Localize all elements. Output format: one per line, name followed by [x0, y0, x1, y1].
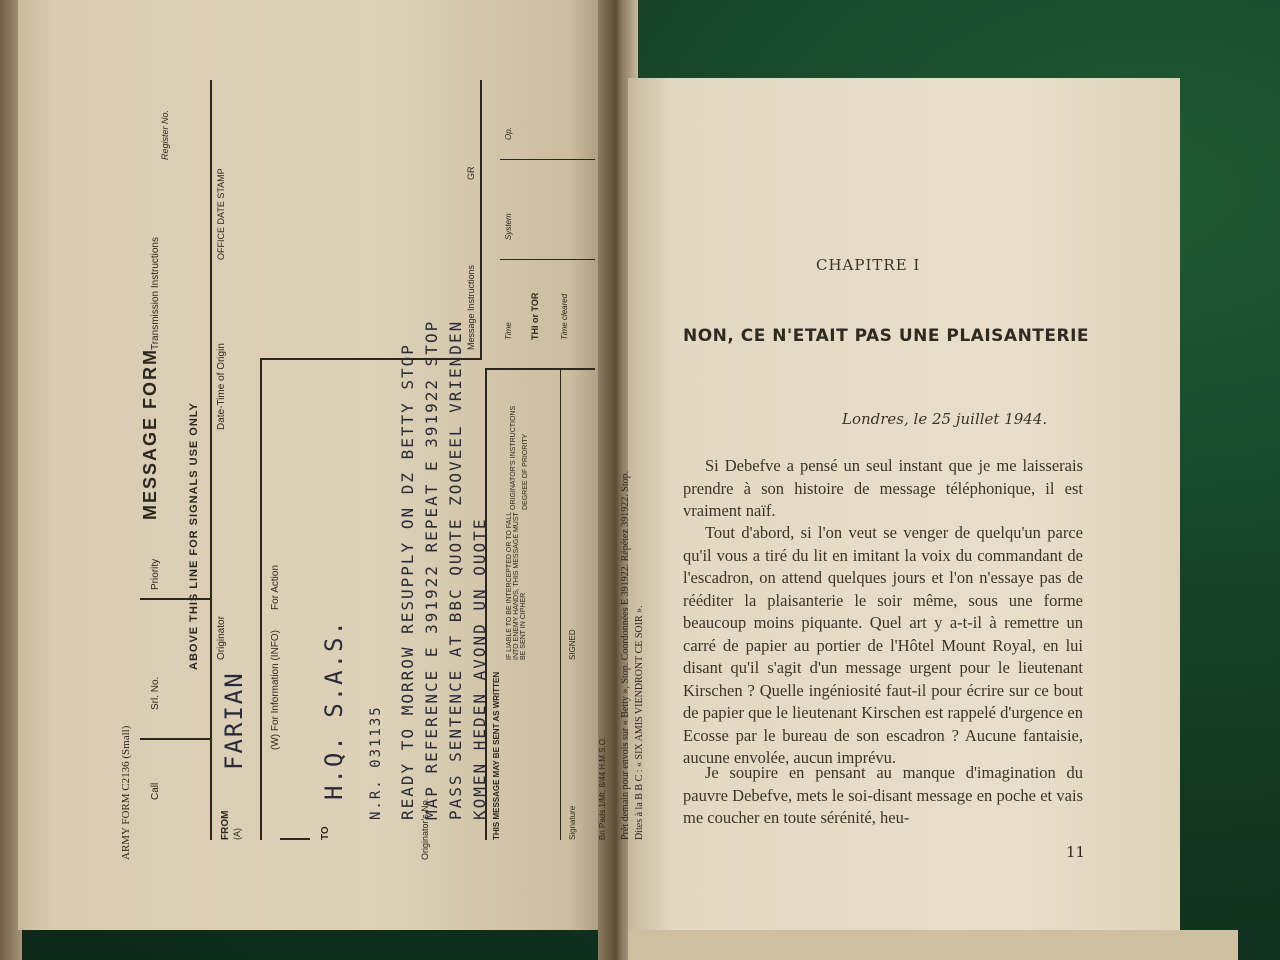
- date-time-label: Date-Time of Origin: [216, 343, 227, 430]
- to-label: TO: [320, 826, 331, 840]
- w-info-label: (W) For Information (INFO): [270, 629, 281, 750]
- paragraph-3: Je soupire en pensant au manque d'imagination du pauvre Debefve, mets le soi-disant message en poche et vais me coucher en toute sérénité, heu-: [683, 763, 1083, 827]
- page-number: 11: [1066, 843, 1086, 861]
- transmission-label: Transmission Instructions: [150, 237, 161, 350]
- degree-priority-label: DEGREE OF PRIORITY: [522, 433, 529, 510]
- time-label: Time: [504, 322, 513, 340]
- footer-sent-as-written: THIS MESSAGE MAY BE SENT AS WRITTEN: [492, 671, 501, 840]
- footer-cipher-note: IF LIABLE TO BE INTERCEPTED OR TO FALL INTO ENEMY HANDS, THIS MESSAGE MUST BE SENT IN CIPHER: [506, 512, 527, 660]
- form-rule: [560, 370, 561, 840]
- paragraph-2: Tout d'abord, si l'on veut se venger de quelqu'un parce qu'il vous a tiré du lit en imitant la voix du commandant de l'escadron, on attend quelques jours et l'on n'essaye pas de rééditer la plaisanterie le soir même, sous une forme beaucoup moins piquante. Quel art y a-t-il à remettre un carré de papier au portier de l'Hôtel Mount Royal, en lui disant qu'il s'agit d'un message urgent pour le lieutenant Kirschen ? Quelle ingéniosité faut-il pour écrire sur ce bout de papier que le lieutenant Kirschen est rappelé d'urgence en Ecosse par le bureau de son escadron ? Aucune fantaisie, aucune envolée, aucun imprévu.: [683, 523, 1083, 767]
- form-rule: [140, 738, 210, 740]
- nr-value: N.R. 031135: [368, 705, 384, 820]
- form-rule: [485, 368, 595, 370]
- form-title: MESSAGE FORM: [140, 347, 160, 520]
- message-line-1: READY TO MORROW RESUPPLY ON DZ BETTY STOP: [398, 343, 417, 820]
- office-stamp-label: OFFICE DATE STAMP: [216, 168, 226, 260]
- orig-instructions-label: ORIGINATOR'S INSTRUCTIONS: [510, 405, 517, 510]
- from-value: FARIAN: [220, 671, 248, 770]
- a-label: (A): [232, 828, 242, 840]
- message-form: [120, 80, 645, 860]
- signed-label: SIGNED: [568, 629, 577, 660]
- gr-label: GR: [466, 166, 476, 180]
- translation-note-2: Dites à la B B C : « SIX AMIS VIENDRONT CE SOIR ».: [634, 605, 645, 840]
- op-label: Op.: [504, 127, 513, 140]
- to-value: H.Q. S.A.S.: [320, 619, 348, 800]
- chapter-title: NON, CE N'ETAIT PAS UNE PLAISANTERIE: [683, 326, 1090, 346]
- system-label: System: [504, 213, 513, 240]
- originators-no-label: Originator's No.: [420, 797, 430, 860]
- paragraph-1: Si Debefve a pensé un seul instant que je me laisserais prendre à son histoire de message téléphonique, il est vraiment naïf.: [683, 456, 1083, 520]
- form-rule: [260, 360, 262, 840]
- place-date: Londres, le 25 juillet 1944.: [842, 410, 1048, 428]
- register-label: Register No.: [160, 109, 170, 160]
- form-rule: [480, 80, 482, 360]
- form-rule: [500, 259, 595, 260]
- signals-line-label: ABOVE THIS LINE FOR SIGNALS USE ONLY: [188, 402, 200, 670]
- from-label: FROM: [220, 810, 231, 840]
- signature-label: Signature: [568, 805, 577, 840]
- srl-no-label: Srl. No.: [150, 676, 161, 710]
- message-line-4: KOMEN HEDEN AVOND UN QUOTE: [470, 517, 489, 820]
- thi-tor-label: THI or TOR: [530, 292, 540, 340]
- form-header: ARMY FORM C2136 (Small): [120, 725, 132, 860]
- time-cleared-label: Time cleared: [560, 293, 569, 340]
- chapter-heading: CHAPITRE I: [816, 256, 921, 274]
- translation-note-1: Prêt demain pour envois sur « Betty », Stop. Coordonnées E 391922. Répétez 391922. Stop.: [620, 470, 631, 840]
- message-line-2: MAP REFERENCE E 391922 REPEAT E 391922 STOP: [422, 319, 441, 820]
- print-note: Bn Pads 1/Mt. 8/44 H.M.S.O.: [598, 736, 607, 840]
- form-rule: [280, 838, 310, 840]
- msg-instr-label: Message Instructions: [466, 264, 476, 350]
- originator-label: Originator: [216, 616, 227, 660]
- form-rule: [500, 159, 595, 160]
- message-line-3: PASS SENTENCE AT BBC QUOTE ZOOVEEL VRIENDEN: [446, 319, 465, 820]
- page-stack-edge: [628, 930, 1238, 960]
- call-label: Call: [150, 782, 161, 800]
- form-rule: [210, 80, 212, 840]
- priority-label: Priority: [150, 558, 161, 590]
- for-action-label: For Action: [270, 564, 281, 610]
